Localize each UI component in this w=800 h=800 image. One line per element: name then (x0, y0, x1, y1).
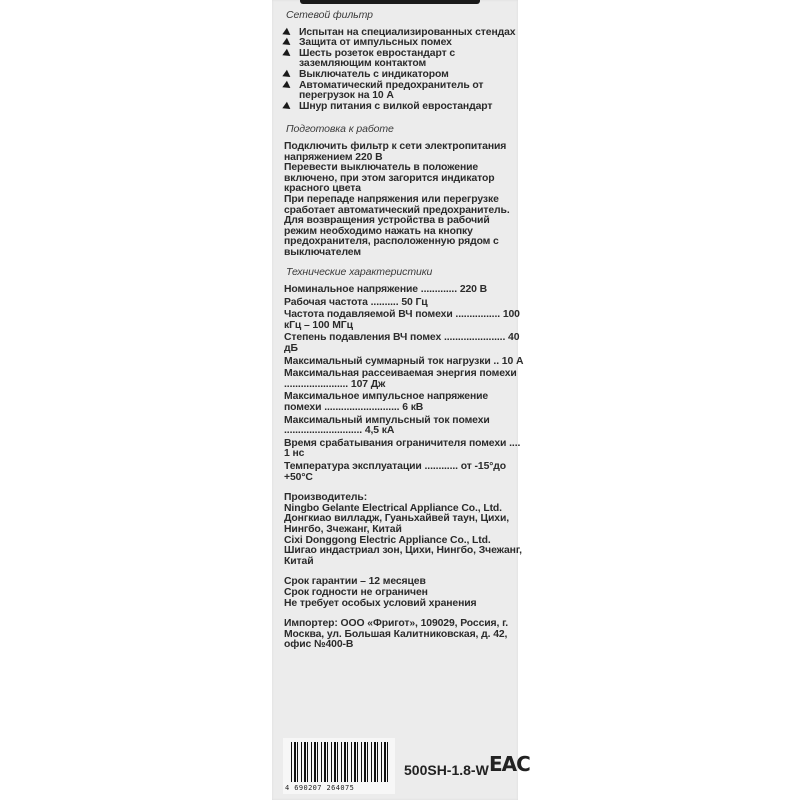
feature-item: Автоматический предохранитель от перегрузок на 10 А (284, 81, 524, 102)
model-number: 500SH-1.8-W (404, 762, 489, 778)
warranty-line: Срок годности не ограничен (284, 586, 428, 598)
arrow-bullet-icon (282, 38, 292, 49)
arrow-bullet-icon (282, 27, 292, 38)
spec-row: Температура эксплуатации ............ от -15°до +50°С (284, 460, 507, 483)
arrow-bullet-icon (282, 48, 292, 59)
prep-paragraph: При перепаде напряжения или перегрузке сработает автоматический предохранитель. (284, 193, 510, 216)
manufacturer-line: Ningbo Gelante Electrical Appliance Co., Ltd. (284, 502, 502, 514)
manufacturer-line: Донгкиао вилладж, Гуаньхайвей таун, Цихи, Нингбо, Зчежанг, Китай (284, 513, 510, 535)
warranty-line: Срок гарантии – 12 месяцев (284, 576, 426, 588)
prep-paragraph: Для возвращения устройства в рабочий режим необходимо нажать на кнопку предохранителя, расположенную рядом с выключателем (284, 215, 499, 258)
section-title-specs: Технические характеристики (286, 266, 433, 279)
importer-block: Импортер: ООО «Фригот», 109029, Россия, г. Москва, ул. Большая Калитниковская, д. 42, офис №400-В (284, 618, 509, 651)
feature-item: Испытан на специализированных стендах (284, 28, 524, 39)
eac-mark-icon: EAC (489, 752, 530, 776)
manufacturer-line: Производитель: (284, 492, 368, 504)
feature-item: Шесть розеток евростандарт с заземляющим контактом (284, 49, 524, 70)
spec-row: Степень подавления ВЧ помех ...................... 40 дБ (284, 332, 520, 355)
prep-instructions (284, 142, 524, 259)
spec-row: Максимальный импульсный ток помехи ............................ 4,5 кА (284, 414, 490, 437)
warranty-block (284, 577, 524, 609)
warranty-line: Не требует особых условий хранения (284, 597, 477, 609)
spec-row: Время срабатывания ограничителя помехи .... 1 нс (284, 437, 521, 460)
feature-item: Выключатель с индикатором (284, 70, 524, 81)
arrow-bullet-icon (282, 101, 292, 112)
arrow-bullet-icon (282, 80, 292, 91)
barcode-number: 4 690207 264075 (285, 784, 355, 792)
feature-item: Защита от импульсных помех (284, 38, 524, 49)
features-list (284, 28, 524, 113)
section-title-prep: Подготовка к работе (286, 123, 394, 136)
top-edge-bar (300, 0, 480, 4)
manufacturer-line: Cixi Donggong Electric Appliance Co., Ltd. (284, 534, 491, 546)
spec-row: Максимальное импульсное напряжение помехи ........................... 6 кВ (284, 391, 489, 413)
manufacturer-block (284, 493, 524, 567)
barcode (283, 738, 395, 794)
spec-row: Максимальный суммарный ток нагрузки .. 10 А (284, 355, 524, 367)
label-content (284, 10, 524, 661)
prep-paragraph: Перевести выключатель в положение включено, при этом загорится индикатор красного цвета (284, 162, 495, 195)
spec-row: Номинальное напряжение ............. 220 В (284, 284, 488, 296)
spec-row: Максимальная рассеиваемая энергия помехи ....................... 107 Дж (284, 368, 517, 390)
specs-list (284, 285, 524, 483)
spec-row: Рабочая частота .......... 50 Гц (284, 296, 428, 308)
spec-row: Частота подавляемой ВЧ помехи ................ 100 кГц – 100 МГц (284, 309, 520, 331)
arrow-bullet-icon (282, 70, 292, 81)
barcode-bars-icon (291, 742, 391, 782)
feature-item: Шнур питания с вилкой евростандарт (284, 102, 524, 113)
manufacturer-line: Шигао индастриал зон, Цихи, Нингбо, Зчежанг, Китай (284, 545, 522, 567)
section-title-filter: Сетевой фильтр (286, 9, 373, 21)
prep-paragraph: Подключить фильтр к сети электропитания напряжением 220 В (284, 140, 507, 163)
